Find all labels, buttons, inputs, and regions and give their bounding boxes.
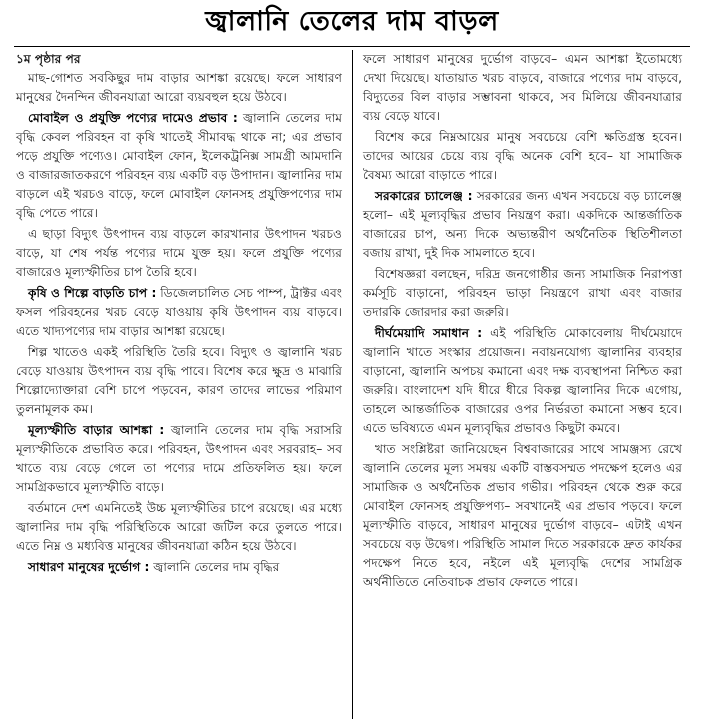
paragraph: মূল্যস্ফীতি বাড়ার আশঙ্কা : জ্বালানি তেলের দাম বৃদ্ধি সরাসরি মূল্যস্ফীতিকে প্রভাবিত করে। পরিবহন, উৎপাদন এবং সরবরাহ– সব খাতে ব্যয় বেড়ে গেলে তা পণ্যের দামে প্রতিফলিত হয়। ফলে সামগ্রিকভাবে মূল্যস্ফীতি বাড়ে। <box>16 423 343 494</box>
paragraph: সাধারণ মানুষের দুর্ভোগ : জ্বালানি তেলের দাম বৃদ্ধির <box>28 560 280 574</box>
paragraph: কৃষি ও শিল্পে বাড়তি চাপ : ডিজেলচালিত সেচ পাম্প, ট্রাক্টর এবং ফসল পরিবহনের খরচ বেড়ে যাওয়ায় কৃষি উৎপাদন ব্যয় বাড়বে। এতে খাদ্যপণ্যের দাম বাড়ার আশঙ্কা রয়েছে। <box>16 286 343 338</box>
subheading: সাধারণ মানুষের দুর্ভোগ : <box>28 560 150 574</box>
paragraph: ফলে সাধারণ মানুষের দুর্ভোগ বাড়বে– এমন আশঙ্কা ইতোমধ্যে দেখা দিয়েছে। যাতায়াত খরচ বাড়বে, বাজারে পণ্যের দাম বাড়বে, বিদ্যুতের বিল বাড়ার সম্ভাবনা থাকবে, সব মিলিয়ে জীবনযাত্রার ব্যয় বেড়ে যাবে। <box>363 52 682 123</box>
paragraph: দীর্ঘমেয়াদি সমাধান : এই পরিস্থিতি মোকাবেলায় দীর্ঘমেয়াদে জ্বালানি খাতে সংস্কার প্রয়োজন। নবায়নযোগ্য জ্বালানির ব্যবহার বাড়ানো, জ্বালানি অপচয় কমানো এবং দক্ষ ব্যবস্থাপনা নিশ্চিত করা জরুরি। বাংলাদেশ যদি ধীরে ধীরে বিকল্প জ্বালানির দিকে এগোয়, তাহলে আন্তর্জাতিক বাজারের ওপর নির্ভরতা কমানো সম্ভব হবে। এতে ভবিষ্যতে এমন মূল্যবৃদ্ধির প্রভাবও কিছুটা কমবে। <box>363 326 682 435</box>
continued-from-label: ১ম পৃষ্ঠার পর <box>16 52 81 66</box>
subheading: মূল্যস্ফীতি বাড়ার আশঙ্কা : <box>28 423 165 437</box>
subheading: কৃষি ও শিল্পে বাড়তি চাপ : <box>28 286 157 300</box>
paragraph: বর্তমানে দেশ এমনিতেই উচ্চ মূল্যস্ফীতির চাপে রয়েছে। এর মধ্যে জ্বালানির দাম বৃদ্ধি পরিস্থিতিকে আরো জটিল করে তুলতে পারে। এতে নিম্ন ও মধ্যবিত্ত মানুষের জীবনযাত্রা কঠিন হয়ে উঠবে। <box>16 501 342 553</box>
paragraph: সরকারের চ্যালেঞ্জ : সরকারের জন্য এখন সবচেয়ে বড় চ্যালেঞ্জ হলো– এই মূল্যবৃদ্ধির প্রভাব নিয়ন্ত্রণ করা। একদিকে আন্তর্জাতিক বাজারের চাপ, অন্য দিকে অভ্যন্তরীণ অর্থনৈতিক স্থিতিশীলতা বজায় রাখা, দুই দিক সামলাতে হবে। <box>363 189 682 260</box>
paragraph: বিশেষ করে নিম্নআয়ের মানুষ সবচেয়ে বেশি ক্ষতিগ্রস্ত হবেন। তাদের আয়ের চেয়ে ব্যয় বৃদ্ধি অনেক বেশি হবে– যা সামাজিক বৈষম্য আরো বাড়াতে পারে। <box>363 130 682 182</box>
subheading: মোবাইল ও প্রযুক্তি পণ্যের দামেও প্রভাব : <box>28 111 238 125</box>
headline: জ্বালানি তেলের দাম বাড়ল <box>205 5 499 37</box>
subheading: সরকারের চ্যালেঞ্জ : <box>375 189 473 203</box>
paragraph: মাছ-গোশত সবকিছুর দাম বাড়ার আশঙ্কা রয়েছে। ফলে সাধারণ মানুষের দৈনন্দিন জীবনযাত্রা আরো ব্যয়বহুল হয়ে উঠবে। <box>16 71 342 104</box>
paragraph: এ ছাড়া বিদ্যুৎ উৎপাদন ব্যয় বাড়লে কারখানার উৎপাদন খরচও বাড়ে, যা শেষ পর্যন্ত পণ্যের দামে যুক্ত হয়। ফলে প্রযুক্তি পণ্যের বাজারেও মূল্যস্ফীতির চাপ তৈরি হবে। <box>16 227 342 279</box>
right-column <box>352 50 692 719</box>
left-column <box>12 50 352 719</box>
paragraph: মোবাইল ও প্রযুক্তি পণ্যের দামেও প্রভাব : জ্বালানি তেলের দাম বৃদ্ধি কেবল পরিবহন বা কৃষি খাতেই সীমাবদ্ধ থাকে না; এর প্রভাব পড়ে প্রযুক্তি পণ্যেও। মোবাইল ফোন, ইলেকট্রনিক্স সামগ্রী আমদানি ও বাজারজাতকরণে পরিবহন ব্যয় একটি বড় উপাদান। জ্বালানির দাম বাড়লে এই খরচও বাড়ে, ফলে মোবাইল ফোনসহ প্রযুক্তিপণ্যের দাম বৃদ্ধি পেতে পারে। <box>16 111 342 220</box>
headline-rule <box>14 46 690 47</box>
subheading: দীর্ঘমেয়াদি সমাধান : <box>375 326 483 340</box>
paragraph: খাত সংশ্লিষ্টরা জানিয়েছেন বিশ্ববাজারের সাথে সামঞ্জস্য রেখে জ্বালানি তেলের মূল্য সমন্বয় একটি বাস্তবসম্মত পদক্ষেপ হলেও এর সামাজিক ও অর্থনৈতিক প্রভাব গভীর। পরিবহন থেকে শুরু করে মোবাইল ফোনসহ প্রযুক্তিপণ্য– সবখানেই এর প্রভাব পড়বে। ফলে মূল্যস্ফীতি বাড়বে, সাধারণ মানুষের দুর্ভোগ বাড়বে– এটাই এখন সবচেয়ে বড় উদ্বেগ। পরিস্থিতি সামাল দিতে সরকারকে দ্রুত কার্যকর পদক্ষেপ নিতে হবে, নইলে এই মূল্যবৃদ্ধি দেশের সামগ্রিক অর্থনীতিতে নেতিবাচক প্রভাব ফেলতে পারে। <box>363 442 682 589</box>
paragraph: বিশেষজ্ঞরা বলছেন, দরিদ্র জনগোষ্ঠীর জন্য সামাজিক নিরাপত্তা কর্মসূচি বাড়ানো, পরিবহন ভাড়া নিয়ন্ত্রণে রাখা এবং বাজার তদারকি জোরদার করা জরুরি। <box>363 267 682 319</box>
paragraph: শিল্প খাতেও একই পরিস্থিতি তৈরি হবে। বিদ্যুৎ ও জ্বালানি খরচ বেড়ে যাওয়ায় উৎপাদন ব্যয় বৃদ্ধি পাবে। বিশেষ করে ক্ষুদ্র ও মাঝারি শিল্পোদ্যোক্তারা বেশি চাপে পড়বেন, কারণ তাদের লাভের পরিমাণ তুলনামূলক কম। <box>16 345 342 416</box>
article-columns <box>12 50 692 719</box>
